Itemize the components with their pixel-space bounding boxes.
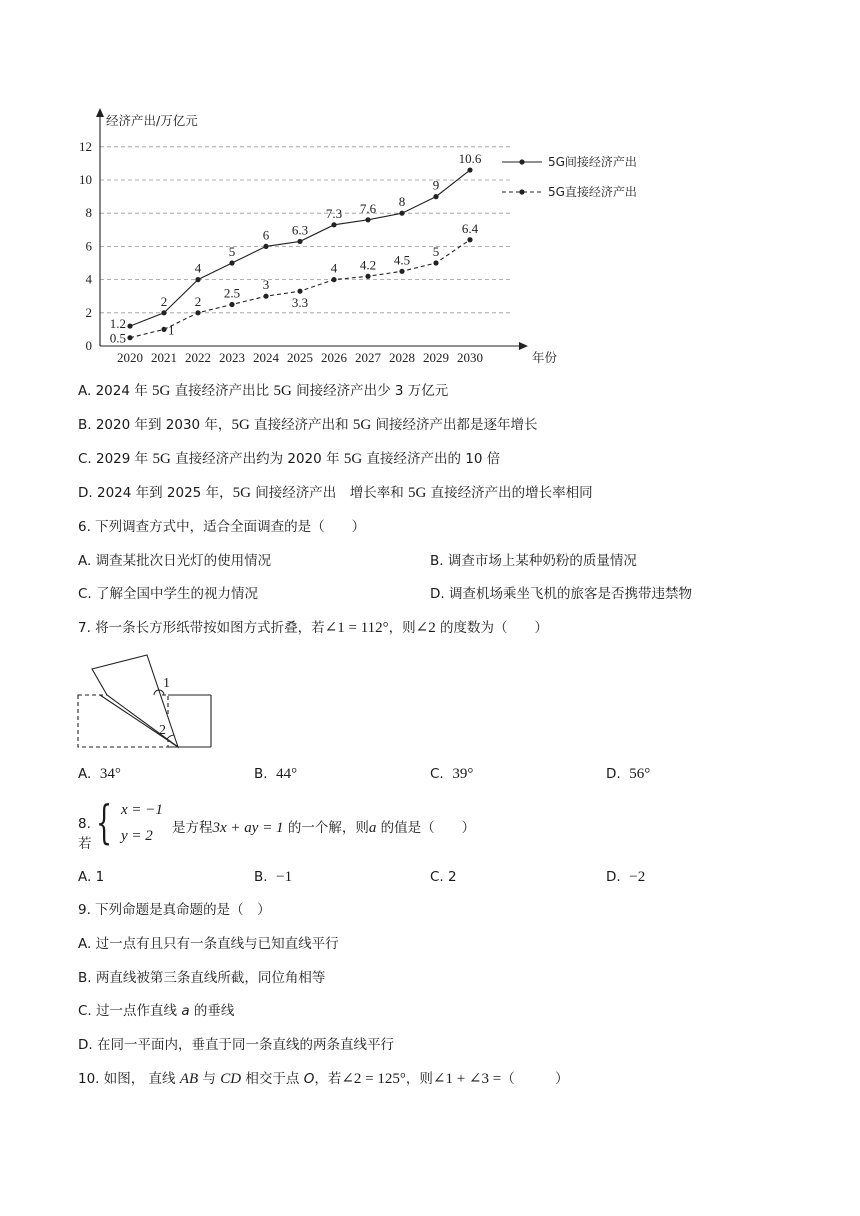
q8-option-a: A. 1 (78, 869, 105, 885)
data-point (263, 294, 268, 299)
q7-option-c: C. 39° (430, 766, 474, 782)
equation-y: y = 2 (121, 828, 153, 844)
q5-option-c: C. 2029 年 5G 直接经济产出约为 2020 年 5G 直接经济产出的 10 倍 (78, 451, 501, 467)
q6-option-c: C. 了解全国中学生的视力情况 (78, 586, 259, 602)
q9-option-d: D. 在同一平面内，垂直于同一条直线的两条直线平行 (78, 1037, 394, 1053)
y-axis-arrow (96, 108, 104, 117)
y-tick-label: 10 (79, 172, 92, 187)
y-tick-label: 12 (79, 138, 92, 154)
data-point (263, 244, 268, 249)
data-label: 10.6 (458, 151, 482, 167)
x-tick-label: 2021 (151, 350, 177, 365)
q8-option-c: C. 2 (430, 869, 457, 885)
q5-option-d: D. 2024 年到 2025 年，5G 间接经济产出 增长率和 5G 直接经济产出的增长率相同 (78, 485, 593, 501)
data-label: 0.5 (109, 330, 126, 346)
y-tick-label: 6 (85, 238, 92, 254)
q8-option-b: B. −1 (254, 869, 293, 885)
data-point (297, 289, 302, 294)
data-point (127, 323, 132, 328)
data-point (467, 237, 472, 242)
data-label: 4 (330, 260, 338, 276)
data-label: 3 (262, 277, 270, 293)
data-point (127, 335, 132, 340)
economic-output-line-chart (70, 104, 670, 370)
y-tick-label: 0 (85, 338, 92, 353)
q9-option-c: C. 过一点作直线 a 的垂线 (78, 1003, 235, 1019)
data-label: 7.3 (325, 205, 343, 221)
data-label: 2 (194, 293, 202, 309)
x-tick-label: 2024 (253, 350, 279, 365)
data-point (161, 327, 166, 332)
data-point (467, 167, 472, 172)
data-label: 2.5 (223, 285, 241, 301)
data-point (195, 277, 200, 282)
x-tick-label: 2025 (287, 350, 313, 365)
x-tick-label: 2023 (219, 350, 245, 365)
q7-stem: 7. 将一条长方形纸带按如图方式折叠，若∠1 = 112°，则∠2 的度数为（ ） (78, 620, 549, 636)
data-label: 1.2 (109, 316, 126, 332)
data-label: 4 (194, 260, 202, 276)
x-tick-label: 2026 (321, 350, 347, 365)
data-point (399, 211, 404, 216)
y-tick-label: 8 (85, 205, 92, 221)
data-label: 6.4 (461, 220, 479, 236)
q9-stem: 9. 下列命题是真命题的是（ ） (78, 902, 271, 918)
q5-option-a: A. 2024 年 5G 直接经济产出比 5G 间接经济产出少 3 万亿元 (78, 383, 449, 399)
equation-x: x = −1 (121, 802, 163, 818)
q8-number: 8. 若 (78, 816, 92, 852)
angle-2-label: 2 (159, 723, 166, 738)
data-point (433, 260, 438, 265)
data-label: 6.3 (291, 222, 309, 238)
q7-option-d: D. 56° (606, 766, 651, 782)
folded-paper-strip-figure (70, 646, 220, 750)
q6-option-d: D. 调查机场乘坐飞机的旅客是否携带违禁物 (430, 586, 692, 602)
q6-option-b: B. 调查市场上某种奶粉的质量情况 (430, 553, 637, 569)
x-tick-label: 2029 (423, 350, 449, 365)
data-label: 2 (160, 293, 168, 309)
x-axis-arrow (519, 342, 528, 350)
data-point (229, 302, 234, 307)
q9-option-b: B. 两直线被第三条直线所截，同位角相等 (78, 970, 326, 986)
legend-label: 5G直接经济产出 (548, 185, 637, 199)
x-tick-label: 2028 (389, 350, 415, 365)
y-tick-label: 2 (85, 304, 92, 320)
q6-stem: 6. 下列调查方式中，适合全面调查的是（ ） (78, 519, 366, 535)
data-point (195, 310, 200, 315)
data-label: 9 (432, 177, 440, 193)
system-brace: { (96, 795, 113, 849)
q8-stem-text: 是方程3x + ay = 1 的一个解，则a 的值是（ ） (172, 820, 476, 836)
legend-marker (519, 189, 524, 194)
data-label: 3.3 (291, 295, 309, 311)
x-tick-label: 2030 (457, 350, 483, 365)
data-point (331, 277, 336, 282)
data-label: 6 (262, 227, 270, 243)
data-point (331, 222, 336, 227)
data-point (365, 217, 370, 222)
data-point (297, 239, 302, 244)
angle-1-label: 1 (163, 676, 170, 691)
x-tick-label: 2027 (355, 350, 381, 365)
data-label: 7.6 (359, 200, 377, 216)
q6-option-a: A. 调查某批次日光灯的使用情况 (78, 553, 272, 569)
q7-option-b: B. 44° (254, 766, 298, 782)
q10-stem: 10. 如图， 直线 AB 与 CD 相交于点 O，若∠2 = 125°，则∠1 + ∠3 =（ ） (78, 1071, 569, 1087)
data-label: 4.2 (359, 257, 377, 273)
data-point (229, 260, 234, 265)
data-label: 5 (228, 244, 236, 259)
legend-label: 5G间接经济产出 (548, 155, 637, 169)
y-axis-title: 经济产出/万亿元 (106, 113, 198, 128)
q9-option-a: A. 过一点有且只有一条直线与已知直线平行 (78, 936, 339, 952)
y-tick-label: 4 (85, 271, 92, 287)
x-tick-label: 2022 (185, 350, 211, 365)
legend-marker (519, 159, 524, 164)
data-label: 4.5 (393, 252, 411, 268)
data-label: 1 (168, 322, 175, 338)
data-label: 5 (432, 244, 440, 259)
x-tick-label: 2020 (117, 350, 143, 365)
q7-option-a: A. 34° (78, 766, 121, 782)
data-point (365, 274, 370, 279)
data-point (161, 310, 166, 315)
x-axis-title: 年份 (532, 350, 558, 365)
data-label: 8 (398, 194, 406, 210)
data-point (433, 194, 438, 199)
data-point (399, 269, 404, 274)
q5-option-b: B. 2020 年到 2030 年，5G 直接经济产出和 5G 间接经济产出都是逐年增长 (78, 417, 538, 433)
q8-option-d: D. −2 (606, 869, 646, 885)
